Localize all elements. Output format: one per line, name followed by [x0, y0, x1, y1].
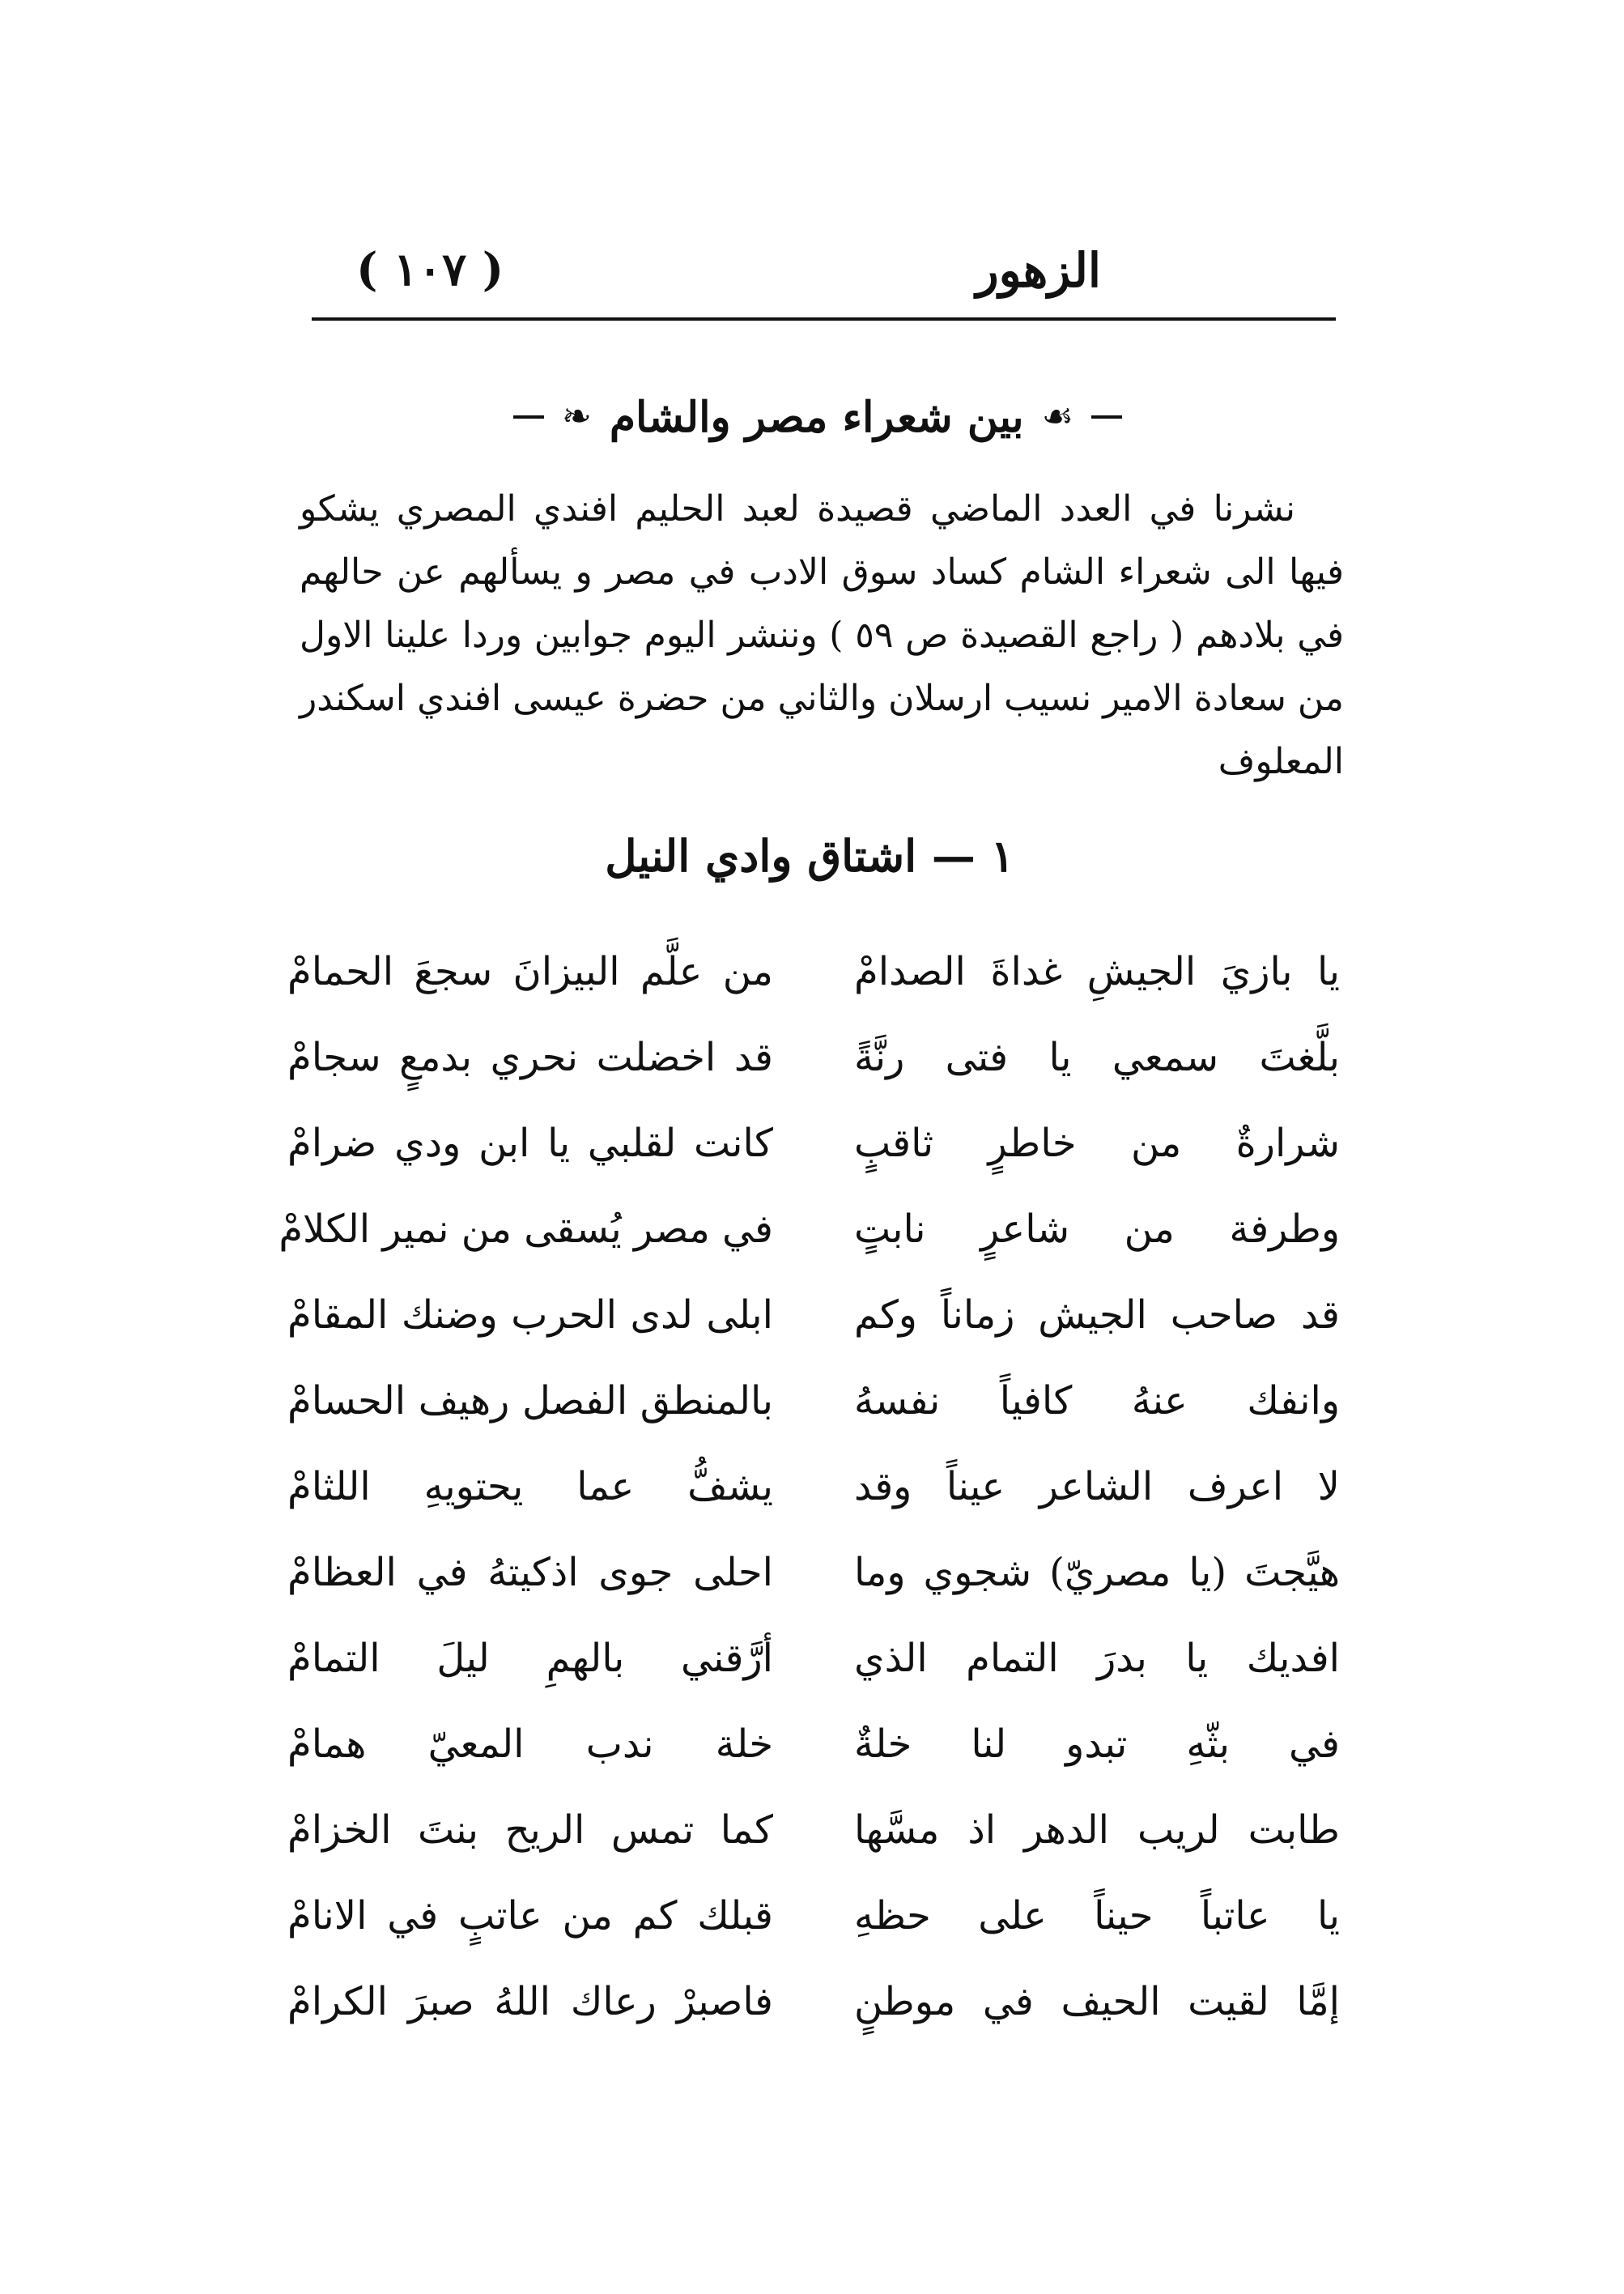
header-rule [312, 317, 1336, 321]
verse [287, 1017, 1340, 1103]
ornament-right-icon: ☙ [1041, 396, 1074, 437]
verse-first-hemistich: طابت لريب الدهر اذ مسَّها [854, 1807, 1340, 1853]
verse-second-hemistich: كانت لقلبي يا ابن ودي ضرامْ [287, 1121, 773, 1166]
verse [287, 1961, 1340, 2047]
verse-second-hemistich: ابلى لدى الحرب وضنك المقامْ [287, 1292, 773, 1338]
verse-second-hemistich: من علَّم البيزانَ سجعَ الحمامْ [287, 949, 773, 994]
ornament-line [1091, 415, 1122, 419]
verse-first-hemistich: قد صاحب الجيش زماناً وكم [854, 1292, 1340, 1338]
verse-second-hemistich: كما تمس الريح بنتَ الخزامْ [287, 1807, 773, 1853]
verse-first-hemistich: يا بازيَ الجيشِ غداةَ الصدامْ [854, 949, 1340, 994]
verse-second-hemistich: في مصر يُسقى من نمير الكلامْ [278, 1207, 773, 1252]
verse [287, 1532, 1340, 1618]
verse-first-hemistich: في بثّهِ تبدو لنا خلةٌ [854, 1722, 1340, 1767]
poem-verses [278, 931, 1340, 2047]
verse-second-hemistich: خلة ندب المعيّ همامْ [287, 1722, 773, 1767]
running-title: الزهور [976, 243, 1101, 298]
verse-second-hemistich: فاصبرْ رعاك اللهُ صبرَ الكرامْ [287, 1979, 773, 2024]
verse-second-hemistich: قبلك كم من عاتبٍ في الانامْ [287, 1893, 773, 1939]
page-header [308, 235, 1328, 316]
verse-second-hemistich: يشفُّ عما يحتويهِ اللثامْ [287, 1464, 773, 1509]
verse-second-hemistich: أرَّقني بالهمِ ليلَ التمامْ [287, 1636, 773, 1681]
verse [287, 1446, 1340, 1532]
poem-title: ١ — اشتاق وادي النيل [605, 830, 1014, 882]
verse-second-hemistich: احلى جوى اذكيتهُ في العظامْ [287, 1550, 773, 1595]
page-number: ( ١٠٧ ) [356, 243, 504, 296]
section-heading [502, 381, 1133, 453]
verse [278, 1189, 1340, 1275]
verse-first-hemistich: هيَّجتَ (يا مصريّ) شجوي وما [854, 1550, 1340, 1595]
section-heading-text: بين شعراء مصر والشام [609, 392, 1024, 442]
verse [287, 1103, 1340, 1189]
verse-first-hemistich: شرارةٌ من خاطرٍ ثاقبٍ [854, 1121, 1340, 1166]
verse-first-hemistich: بلَّغتَ سمعي يا فتى رنَّةً [854, 1035, 1340, 1080]
verse-first-hemistich: لا اعرف الشاعر عيناً وقد [854, 1464, 1340, 1509]
intro-text: نشرنا في العدد الماضي قصيدة لعبد الحليم افندي المصري يشكو فيها الى شعراء الشام كساد سوق الادب في مصر و يسألهم عن حالهم في بلادهم ( راجع القصيدة ص ٥٩ ) وننشر اليوم جوابين وردا علينا الاول من سعادة الامير نسيب ارسلان والثاني من حضرة عيسى افندي اسكندر المعلوف [300, 488, 1344, 782]
verse [287, 1618, 1340, 1704]
verse [287, 931, 1340, 1017]
verse [287, 1275, 1340, 1360]
verse-first-hemistich: إمَّا لقيت الحيف في موطنٍ [854, 1979, 1340, 2024]
verse-first-hemistich: يا عاتباً حيناً على حظهِ [854, 1893, 1340, 1939]
ornament-left-icon: ❧ [561, 396, 592, 437]
verse [287, 1360, 1340, 1446]
verse-first-hemistich: وطرفة من شاعرٍ نابتٍ [854, 1207, 1340, 1252]
verse-second-hemistich: قد اخضلت نحري بدمعٍ سجامْ [287, 1035, 773, 1080]
verse-second-hemistich: بالمنطق الفصل رهيف الحسامْ [287, 1378, 773, 1424]
verse-first-hemistich: وانفك عنهُ كافياً نفسهُ [854, 1378, 1340, 1424]
intro-paragraph [300, 478, 1344, 794]
verse [287, 1704, 1340, 1790]
verse [287, 1875, 1340, 1961]
ornament-line [513, 415, 544, 419]
verse-first-hemistich: افديك يا بدرَ التمام الذي [854, 1636, 1340, 1681]
verse [287, 1790, 1340, 1875]
